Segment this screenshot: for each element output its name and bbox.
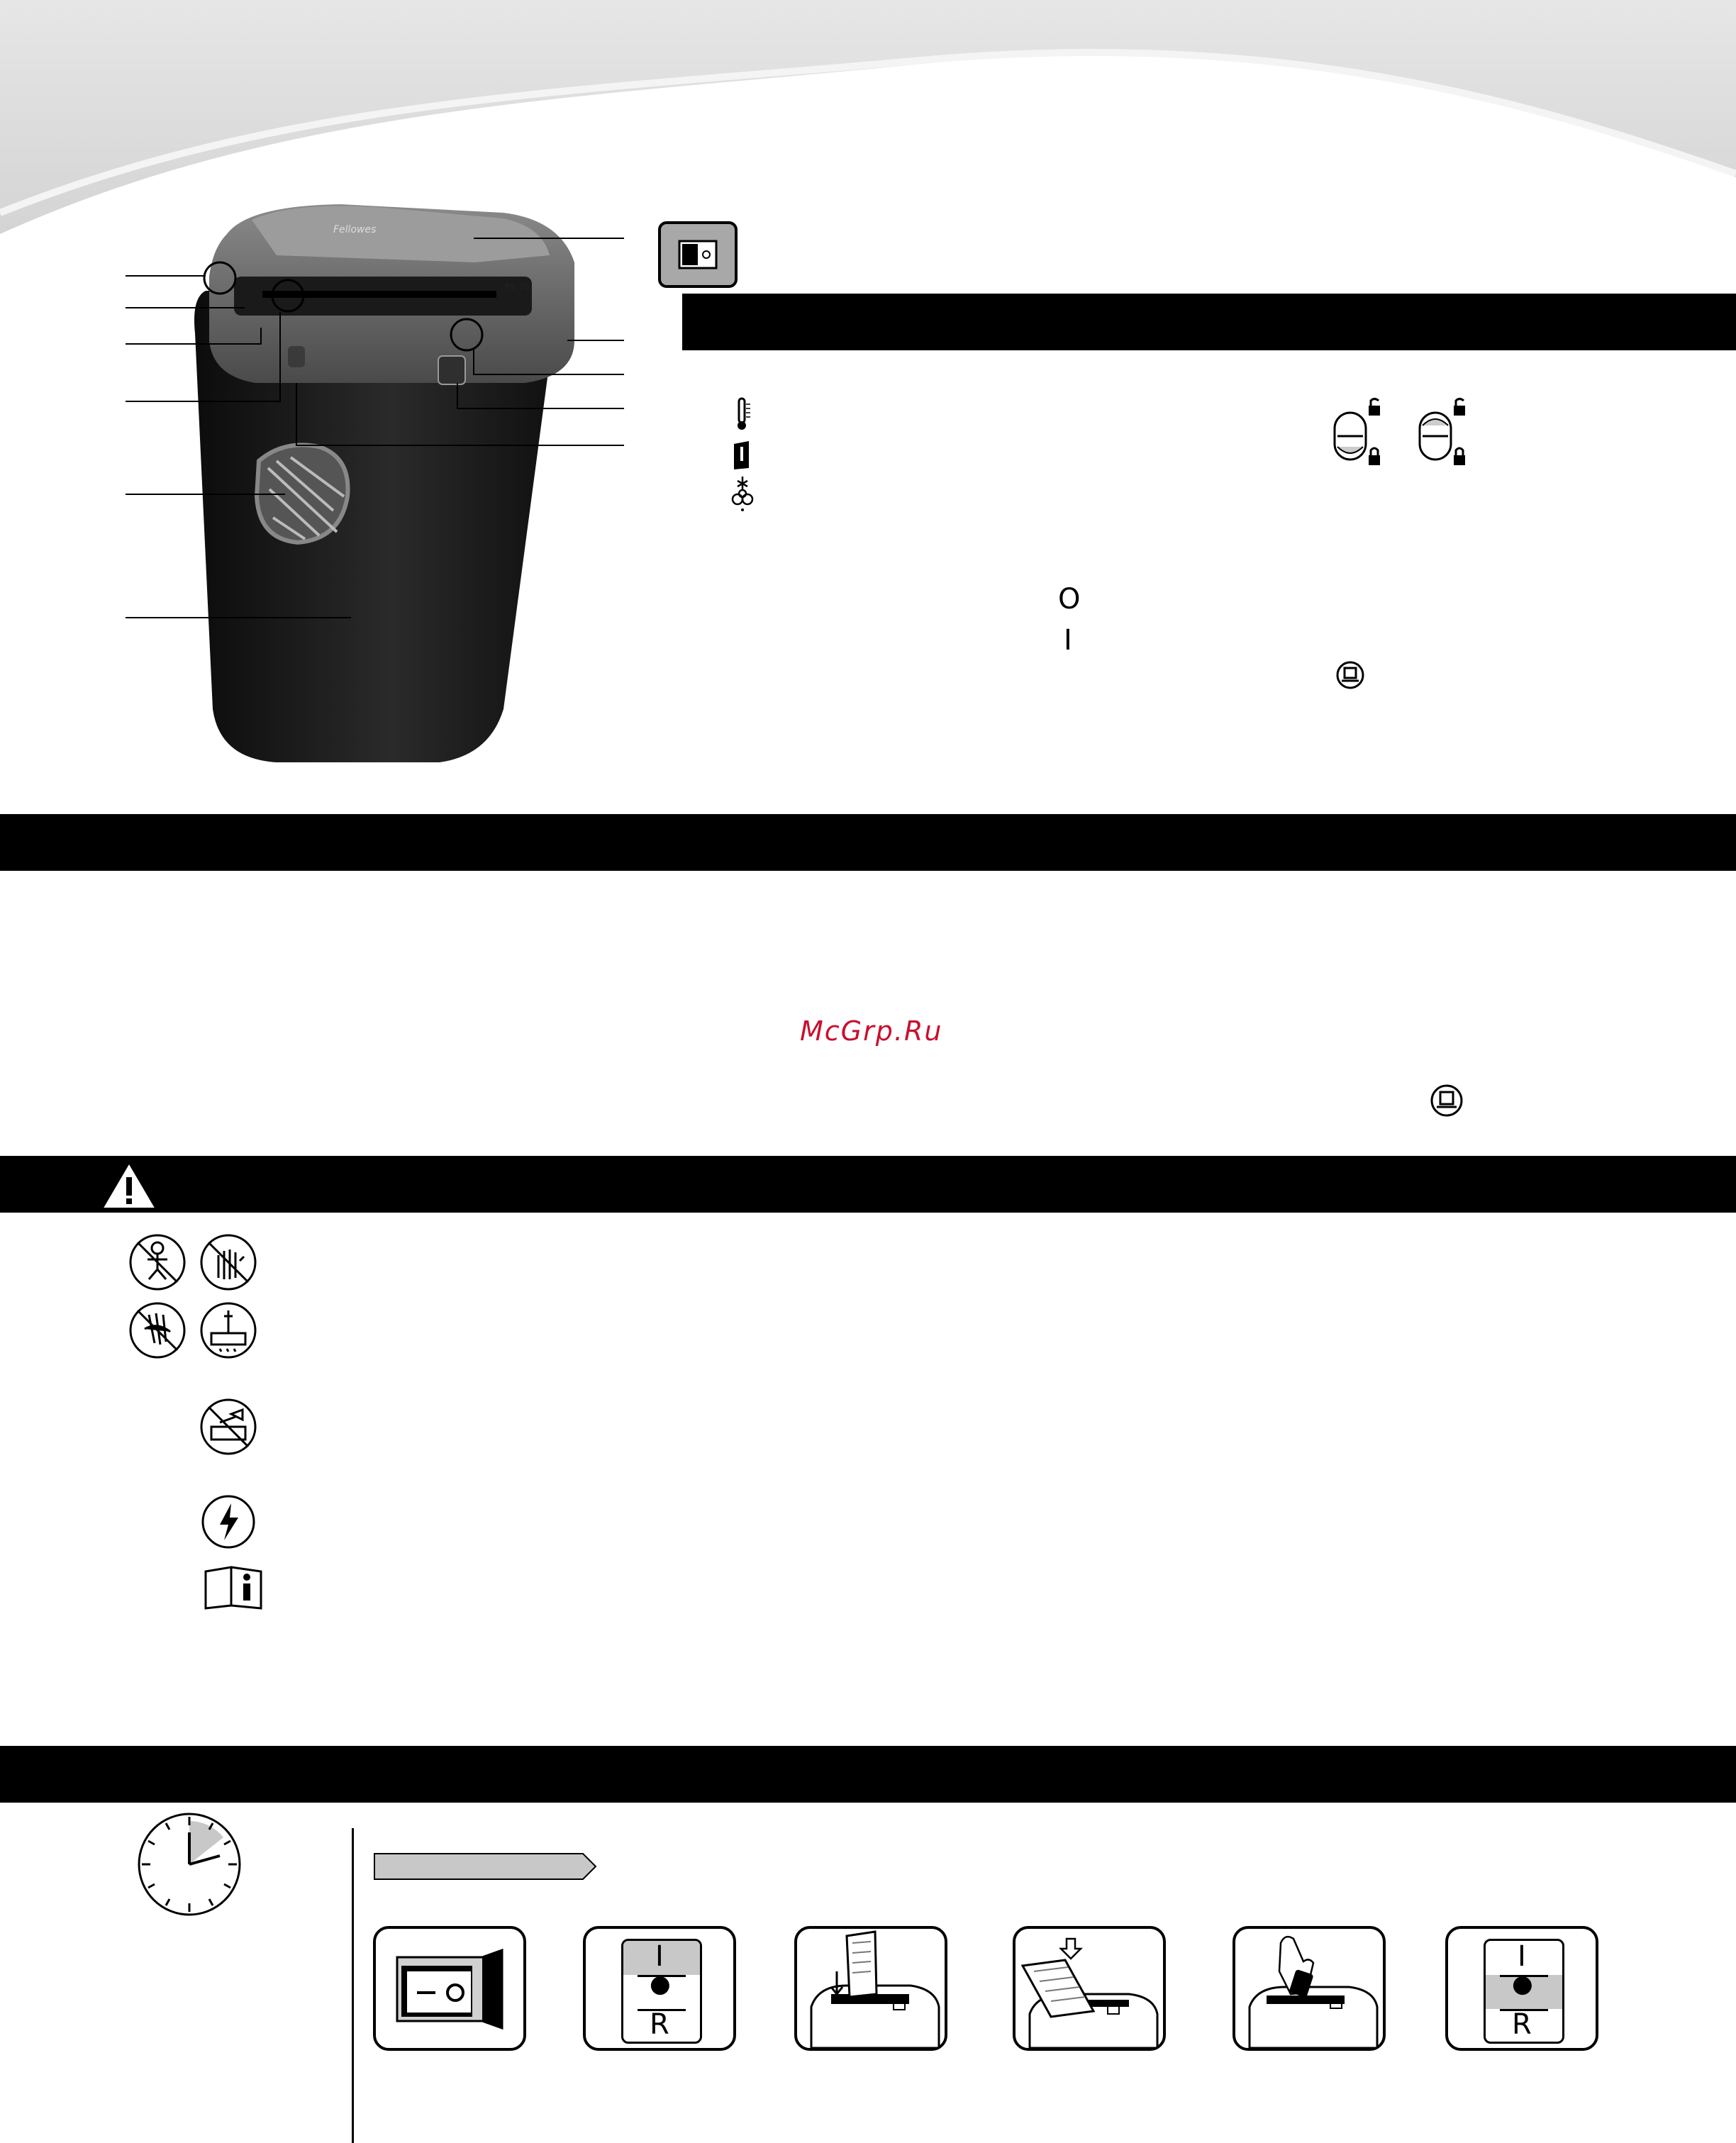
electric-shock-icon (200, 1493, 257, 1550)
watermark: McGrp.Ru (800, 1015, 943, 1047)
reverse-mode-mid: ● (1512, 1970, 1533, 1998)
quick-step-auto-mode (583, 1926, 736, 2051)
quick-step-insert-card (1233, 1926, 1386, 2051)
product-logo: Fellowes (333, 224, 377, 235)
reverse-mode-bottom: R (1512, 2008, 1532, 2041)
paper-jam-icon (730, 477, 755, 513)
quick-step-insert-paper (794, 1926, 947, 2051)
no-children-icon (128, 1232, 187, 1292)
insert-card-icon (1235, 1929, 1383, 2048)
capabilities-band (0, 814, 1736, 871)
read-manual-icon (203, 1564, 264, 1610)
off-symbol: O (1058, 583, 1081, 616)
card-slot-icon (1336, 661, 1364, 689)
safety-band (0, 1156, 1736, 1213)
auto-mode-bottom: R (650, 2008, 669, 2041)
insert-paper-icon (797, 1929, 945, 2048)
shred-paper-icon (1016, 1929, 1163, 2048)
warning-icon (104, 1163, 155, 1208)
quick-start-band (0, 1746, 1736, 1803)
no-aerosol-icon (199, 1397, 258, 1457)
no-ties-icon (199, 1301, 258, 1360)
no-loose-clothing-icon (128, 1301, 187, 1360)
callout-lines (0, 0, 638, 638)
rocker-switch-icon (376, 1929, 523, 2048)
quick-step-reverse-mode (1445, 1926, 1598, 2051)
quick-step-shred-paper (1013, 1926, 1166, 2051)
on-symbol: I (1064, 624, 1072, 657)
quick-start-divider (352, 1828, 354, 2143)
reverse-mode-top: I (1518, 1940, 1526, 1973)
overheat-icon (735, 397, 752, 431)
bin-full-icon (732, 440, 752, 471)
product-display: PS 70 (505, 282, 529, 292)
power-switch-badge (658, 221, 738, 288)
arrow-tab (373, 1852, 597, 1881)
safety-lock-on-icon (1417, 397, 1468, 475)
no-hands-icon (199, 1232, 258, 1292)
quick-step-power-switch (373, 1926, 526, 2051)
controls-header-band (682, 294, 1736, 350)
card-slot-icon-2 (1430, 1084, 1464, 1118)
clock-icon (136, 1811, 243, 1917)
safety-lock-off-icon (1332, 397, 1383, 475)
auto-mode-mid: ● (650, 1970, 671, 1998)
auto-mode-top: I (655, 1940, 664, 1973)
